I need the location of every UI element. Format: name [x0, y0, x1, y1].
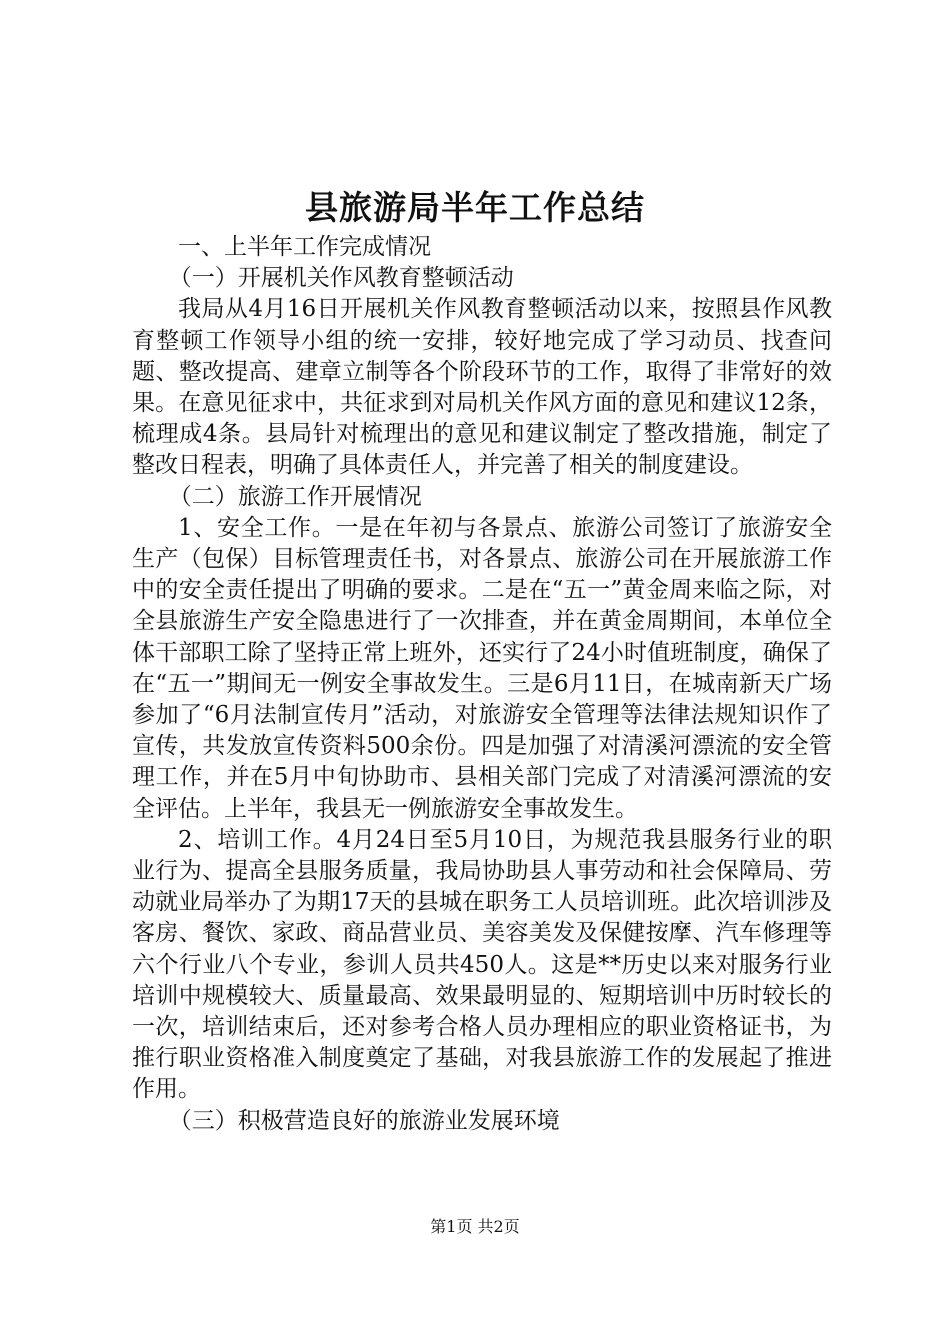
document-body — [132, 232, 832, 1137]
subsection-heading-2: （二）旅游工作开展情况 — [168, 483, 422, 510]
paragraph-training-work: 2、培训工作。4月24日至5月10日，为规范我县服务行业的职业行为、提高全县服务质量，我局协助县人事劳动和社会保障局、劳动就业局举办了为期17天的县城在职务工人员培训班。此次培训涉及客房、餐饮、家政、商品营业员、美容美发及保健按摩、汽车修理等六个行业八个专业，参训人员共450人。这是**历史以来对服务行业培训中规模较大、质量最高、效果最明显的、短期培训中历时较长的一次，培训结束后，还对参考合格人员办理相应的职业资格证书，为推行职业资格准入制度奠定了基础，对我县旅游工作的发展起了推进作用。 — [132, 826, 832, 1103]
paragraph-work-style: 我局从4月16日开展机关作风教育整顿活动以来，按照县作风教育整顿工作领导小组的统一安排，较好地完成了学习动员、找查问题、整改提高、建章立制等各个阶段环节的工作，取得了非常好的效果。在意见征求中，共征求到对局机关作风方面的意见和建议12条，梳理成4条。县局针对梳理出的意见和建议制定了整改措施，制定了整改日程表，明确了具体责任人，并完善了相关的制度建设。 — [132, 296, 832, 479]
paragraph-safety-work: 1、安全工作。一是在年初与各景点、旅游公司签订了旅游安全生产（包保）目标管理责任书，对各景点、旅游公司在开展旅游工作中的安全责任提出了明确的要求。二是在“五一”黄金周来临之际，对全县旅游生产安全隐患进行了一次排查，并在黄金周期间，本单位全体干部职工除了坚持正常上班外，还实行了24小时值班制度，确保了在“五一”期间无一例安全事故发生。三是6月11日，在城南新天广场参加了“6月法制宣传月”活动，对旅游安全管理等法律法规知识作了宣传，共发放宣传资料500余份。四是加强了对清溪河漂流的安全管理工作，并在5月中旬协助市、县相关部门完成了对清溪河漂流的安全评估。上半年，我县无一例旅游安全事故发生。 — [132, 514, 832, 822]
document-title: 县旅游局半年工作总结 — [305, 188, 645, 227]
section-heading-1: 一、上半年工作完成情况 — [178, 234, 431, 260]
page-number: 第1页 共2页 — [430, 1217, 520, 1236]
subsection-heading-3: （三）积极营造良好的旅游业发展环境 — [168, 1107, 560, 1134]
subsection-heading-1: （一）开展机关作风教育整顿活动 — [168, 265, 514, 292]
